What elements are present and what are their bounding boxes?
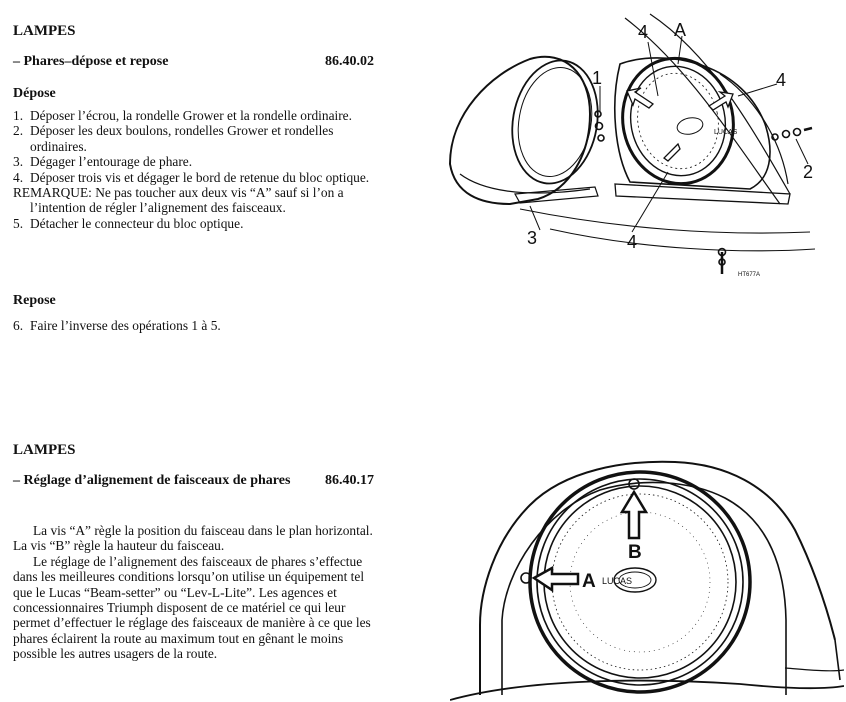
depose-steps [13, 108, 389, 231]
step-2 [13, 123, 389, 154]
callout-4-right: 4 [776, 70, 787, 90]
repose-heading: Repose [13, 293, 56, 308]
step-text: Déposer trois vis et dégager le bord de retenue du bloc optique. [30, 169, 370, 185]
step-number: 6. [13, 318, 24, 333]
section1-title: – Phares–dépose et repose [13, 54, 169, 69]
step-text: Déposer les deux boulons, rondelles Grower et rondelles ordinaires. [30, 123, 334, 154]
figure1-lamp-brand: LUCAS [714, 129, 738, 136]
callout-4-top: 4 [638, 22, 649, 42]
figure-beam-alignment [450, 450, 844, 702]
callout-3: 3 [527, 228, 538, 248]
callout-4-bottom: 4 [627, 232, 638, 252]
step-1 [13, 108, 389, 123]
callout-1: 1 [592, 68, 603, 88]
step-number: 1. [13, 108, 24, 123]
paragraph-1: La vis “A” règle la position du faisceau dans le plan horizontal. La vis “B” règle la hauteur du faisceau. [13, 523, 373, 554]
step-number: 5. [13, 215, 24, 231]
step-4 [13, 170, 389, 185]
section1-op-number: 86.40.02 [325, 54, 374, 69]
step-number: 3. [13, 154, 24, 170]
callout-a2: A [582, 571, 596, 592]
step-text: Dégager l’entourage de phare. [30, 154, 193, 170]
section2-body [13, 523, 385, 662]
figure-ref-code: HT677A [738, 272, 761, 278]
section2-heading: LAMPES [13, 442, 76, 458]
figure-headlamp-removal [420, 4, 840, 294]
section1-heading: LAMPES [13, 23, 76, 39]
callout-b: B [628, 542, 642, 563]
section2-title: – Réglage d’alignement de faisceaux de phares [13, 473, 291, 488]
step-number: 2. [13, 123, 24, 139]
step-number: 4. [13, 169, 24, 185]
step-5 [13, 216, 389, 231]
paragraph-2: Le réglage de l’alignement des faisceaux de phares s’effectue dans les meilleures conditions lorsqu’on utilise un équipement tel que le Lucas “Beam-setter” ou “Lev-L-Lite”. Les agences et concessionnaires Triumph disposent de ce matériel ce qui leur permet d’effectuer le réglage des faisceaux de manière à ce que les phares éclairent la route au maximum tout en gênant le moins possible les autres usagers de la route. [13, 553, 371, 662]
callout-a: A [674, 20, 687, 40]
step-6 [13, 318, 389, 333]
section2-op-number: 86.40.17 [325, 473, 374, 488]
repose-steps [13, 318, 389, 333]
step-3 [13, 154, 389, 169]
step-text: Déposer l’écrou, la rondelle Grower et la rondelle ordinaire. [30, 108, 352, 123]
figure2-lamp-brand: LUCAS [602, 576, 633, 586]
remark: REMARQUE: Ne pas toucher aux deux vis “A” sauf si l’on a l’intention de régler l’alignement des faisceaux. [13, 185, 344, 216]
callout-2: 2 [803, 162, 814, 182]
depose-heading: Dépose [13, 86, 56, 101]
step-text: Détacher le connecteur du bloc optique. [30, 215, 244, 231]
step-text: Faire l’inverse des opérations 1 à 5. [30, 318, 221, 333]
